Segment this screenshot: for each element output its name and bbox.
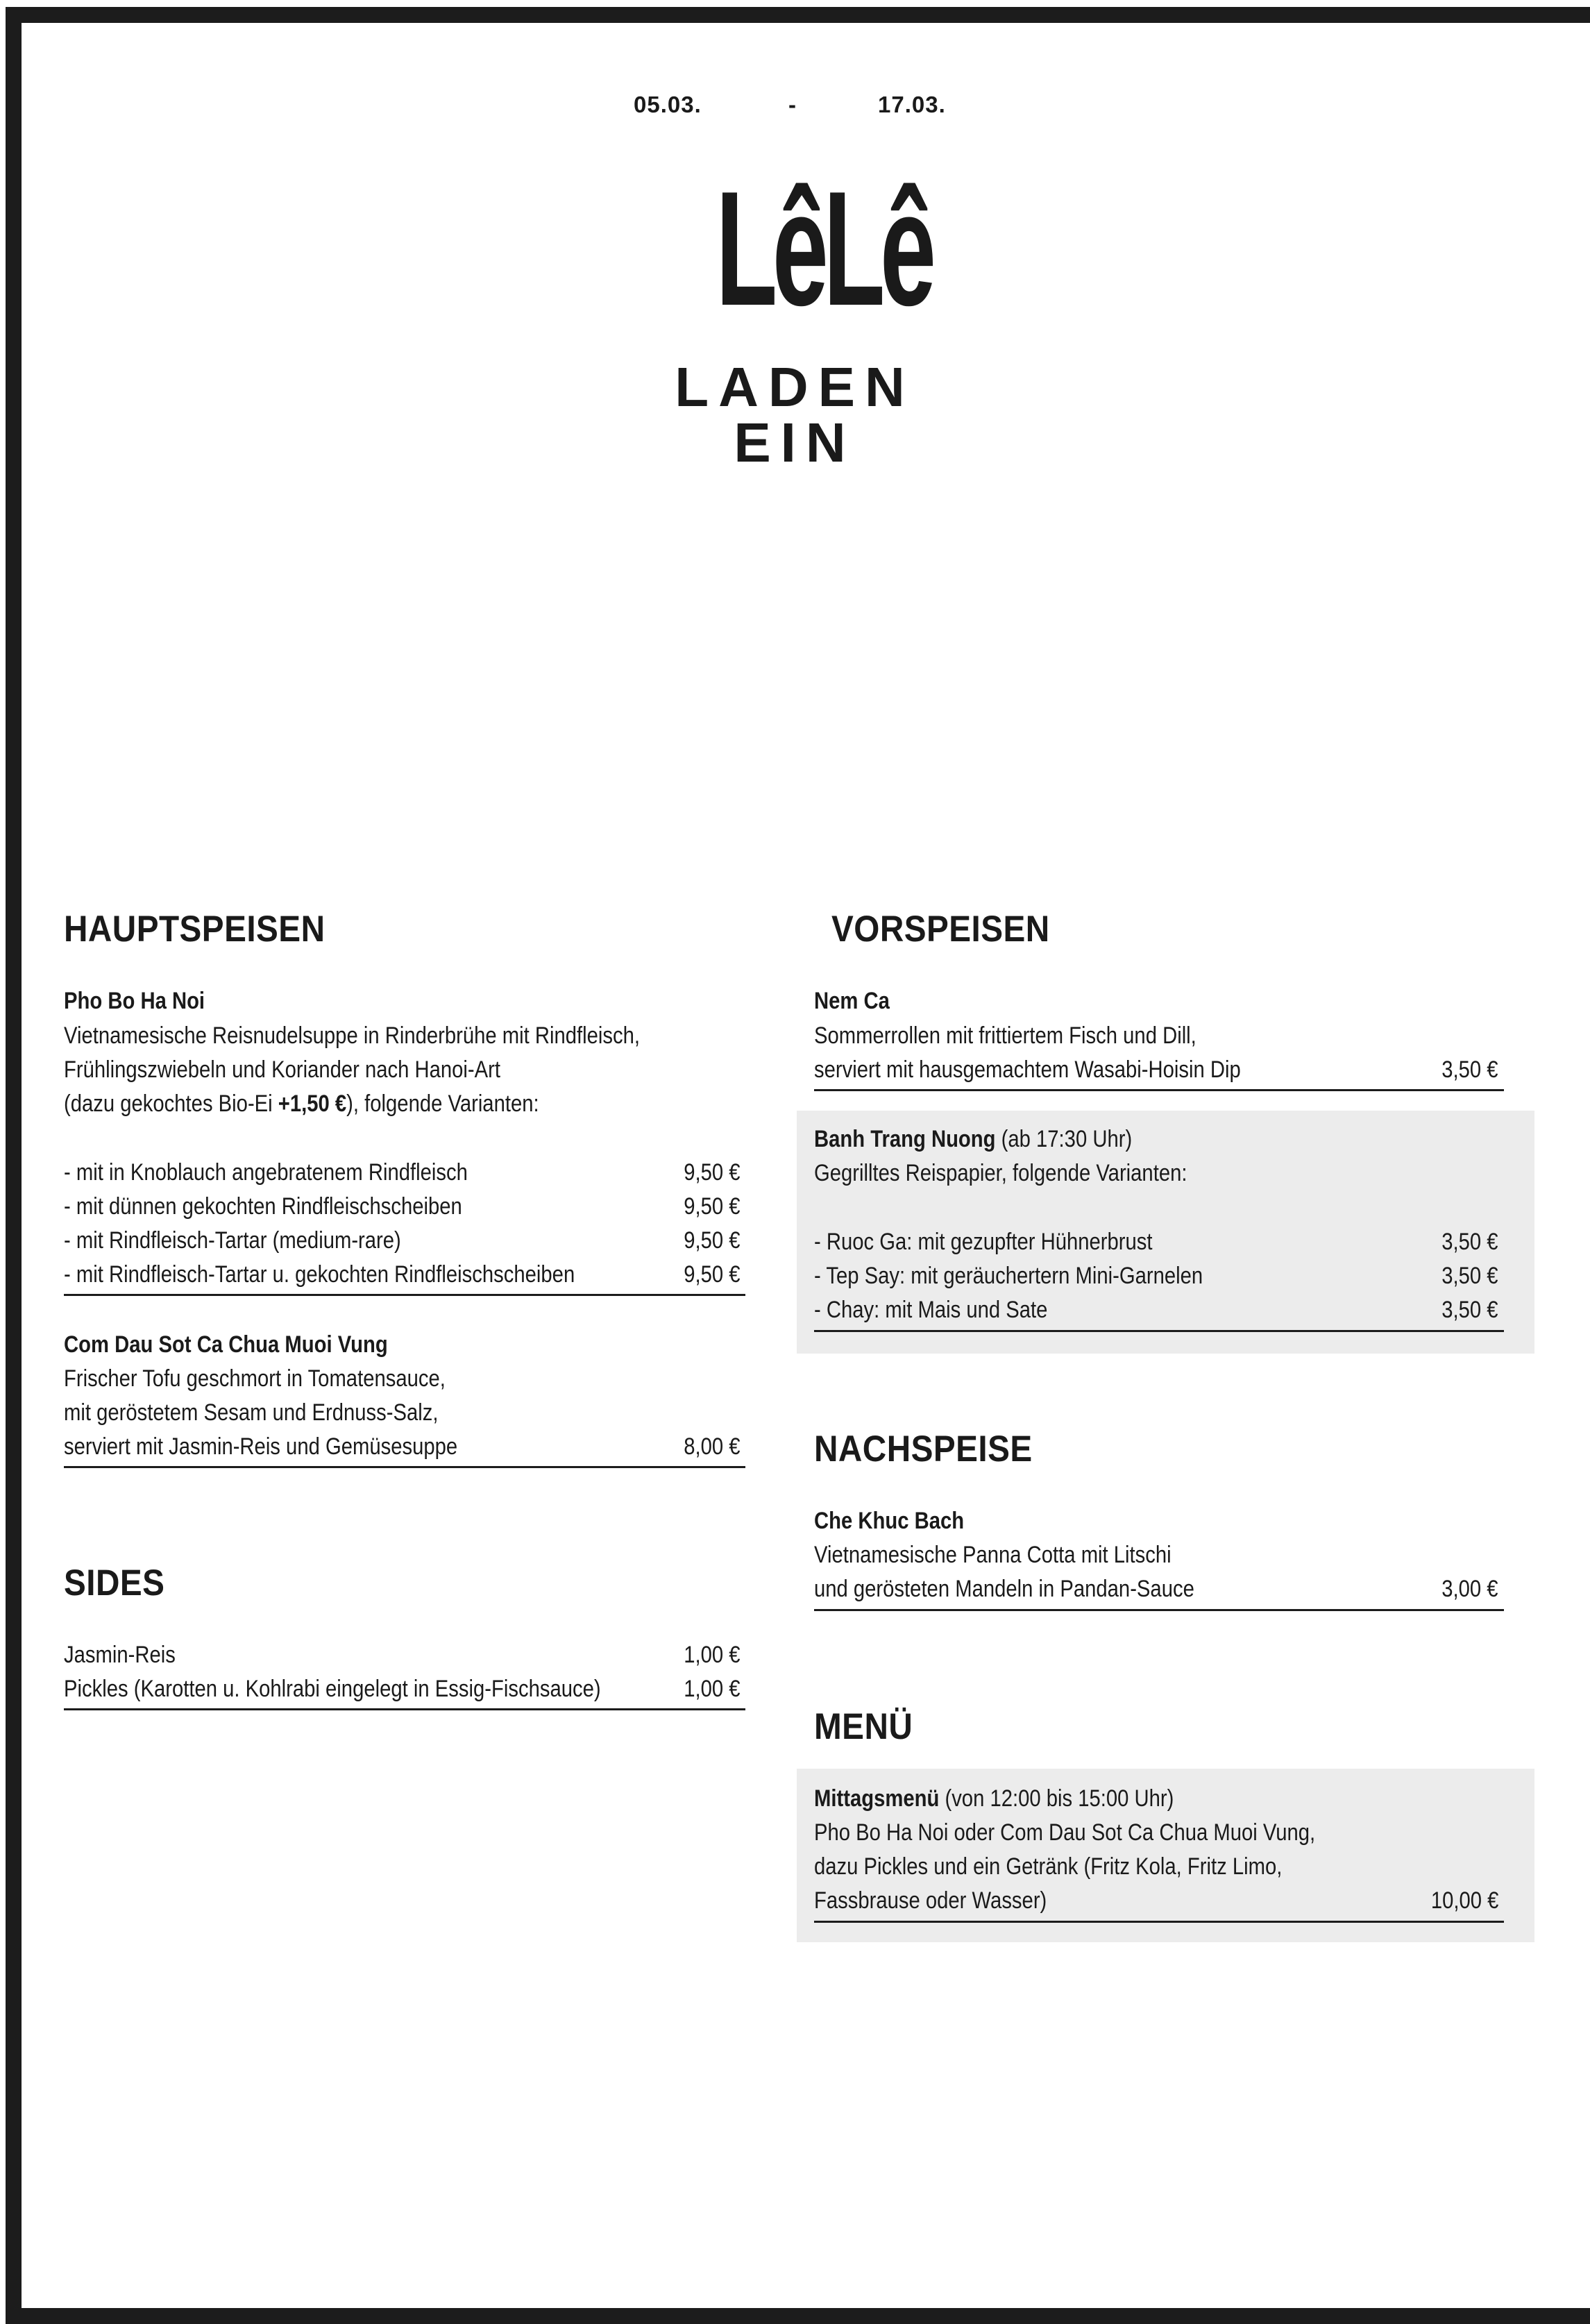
banh-variant-1-price: 3,50 €: [1441, 1229, 1498, 1255]
section-title-nachspeise: NACHSPEISE: [814, 1429, 1033, 1470]
dish-desc-tofu-3: serviert mit Jasmin-Reis und Gemüsesuppe: [64, 1433, 458, 1460]
divider: [814, 1921, 1504, 1923]
divider: [814, 1089, 1504, 1091]
side-item-1-price: 1,00 €: [684, 1642, 741, 1668]
divider: [814, 1330, 1504, 1332]
pho-variant-1-price: 9,50 €: [684, 1159, 741, 1186]
dish-desc-tofu-2: mit geröstetem Sesam und Erdnuss-Salz,: [64, 1399, 439, 1426]
dish-desc-menu-2: dazu Pickles und ein Getränk (Fritz Kola, Fritz Limo,: [814, 1853, 1283, 1880]
page-subtitle: LADEN EIN: [675, 356, 915, 473]
egg-surcharge: +1,50 €: [278, 1091, 347, 1117]
pho-variant-4: - mit Rindfleisch-Tartar u. gekochten Rindfleischscheiben: [64, 1261, 575, 1288]
restaurant-logo: LêLê: [716, 157, 931, 339]
banh-variant-3-price: 3,50 €: [1441, 1297, 1498, 1323]
dish-desc-tofu-1: Frischer Tofu geschmort in Tomatensauce,: [64, 1365, 446, 1392]
side-item-2-price: 1,00 €: [684, 1676, 741, 1702]
pho-variant-3: - mit Rindfleisch-Tartar (medium-rare): [64, 1227, 401, 1254]
pho-variant-2-price: 9,50 €: [684, 1193, 741, 1220]
date-start: 05.03.: [634, 92, 702, 117]
pho-variant-2: - mit dünnen gekochten Rindfleischscheiben: [64, 1193, 462, 1220]
dish-desc-nemca-1: Sommerrollen mit frittiertem Fisch und Dill,: [814, 1022, 1196, 1049]
pho-variant-1: - mit in Knoblauch angebratenem Rindfleisch: [64, 1159, 468, 1186]
dish-desc-pho-1: Vietnamesische Reisnudelsuppe in Rinderbrühe mit Rindfleisch,: [64, 1022, 641, 1049]
dish-desc-banh-1: Gegrilltes Reispapier, folgende Varianten:: [814, 1160, 1187, 1186]
pho-variant-3-price: 9,50 €: [684, 1227, 741, 1254]
date-end: 17.03.: [878, 92, 946, 117]
dish-name-nemca: Nem Ca: [814, 988, 890, 1014]
divider: [64, 1466, 745, 1468]
date-separator: -: [788, 92, 797, 117]
side-item-2: Pickles (Karotten u. Kohlrabi eingelegt in Essig-Fischsauce): [64, 1676, 601, 1702]
dish-name-mittagsmenu: Mittagsmenü (von 12:00 bis 15:00 Uhr): [814, 1785, 1174, 1812]
menu-price: 10,00 €: [1430, 1887, 1498, 1914]
banh-variant-3: - Chay: mit Mais und Sate: [814, 1297, 1048, 1323]
dish-desc-pho-3: (dazu gekochtes Bio-Ei +1,50 €), folgende Varianten:: [64, 1091, 539, 1117]
side-item-1: Jasmin-Reis: [64, 1642, 176, 1668]
dish-desc-nemca-2: serviert mit hausgemachtem Wasabi-Hoisin Dip: [814, 1056, 1241, 1083]
section-title-vorspeisen: VORSPEISEN: [831, 909, 1050, 950]
banh-variant-2: - Tep Say: mit geräuchertern Mini-Garnelen: [814, 1263, 1203, 1289]
section-title-menu: MENÜ: [814, 1706, 913, 1747]
che-price: 3,00 €: [1441, 1576, 1498, 1602]
divider: [64, 1294, 745, 1296]
divider: [814, 1609, 1504, 1611]
divider: [64, 1708, 745, 1710]
dish-name-tofu: Com Dau Sot Ca Chua Muoi Vung: [64, 1331, 388, 1358]
dish-desc-menu-1: Pho Bo Ha Noi oder Com Dau Sot Ca Chua Muoi Vung,: [814, 1819, 1316, 1846]
dish-desc-che-1: Vietnamesische Panna Cotta mit Litschi: [814, 1542, 1172, 1568]
dish-desc-pho-2: Frühlingszwiebeln und Koriander nach Hanoi-Art: [64, 1056, 501, 1083]
dish-desc-che-2: und gerösteten Mandeln in Pandan-Sauce: [814, 1576, 1194, 1602]
banh-variant-2-price: 3,50 €: [1441, 1263, 1498, 1289]
dish-desc-menu-3: Fassbrause oder Wasser): [814, 1887, 1047, 1914]
section-title-hauptspeisen: HAUPTSPEISEN: [64, 909, 325, 950]
dish-name-banh-trang: Banh Trang Nuong (ab 17:30 Uhr): [814, 1126, 1133, 1152]
dish-name-che: Che Khuc Bach: [814, 1508, 965, 1534]
nemca-price: 3,50 €: [1441, 1056, 1498, 1083]
banh-variant-1: - Ruoc Ga: mit gezupfter Hühnerbrust: [814, 1229, 1153, 1255]
tofu-price: 8,00 €: [684, 1433, 741, 1460]
dish-name-pho: Pho Bo Ha Noi: [64, 988, 205, 1014]
pho-variant-4-price: 9,50 €: [684, 1261, 741, 1288]
section-title-sides: SIDES: [64, 1563, 165, 1603]
